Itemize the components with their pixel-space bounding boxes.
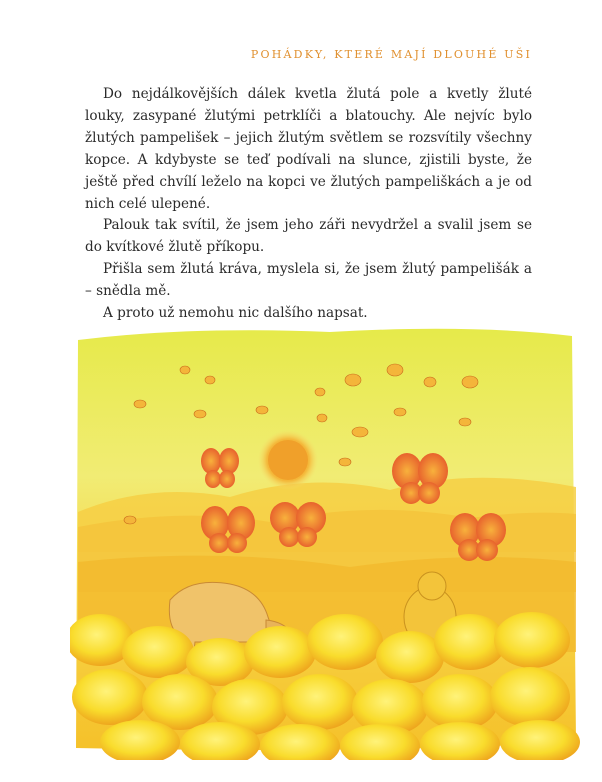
watercolor-illustration <box>70 322 580 760</box>
paragraph: Do nejdálkovějších dálek kvetla žlutá pole a kvetly žluté louky, zasypané žlutými petrklíči a blatouchy. Ale nejvíc bylo žlutých pampelišek – jejich žlutým světlem se rozsvítily všechny kopce. A kdybyste se teď podívali na slunce, zjistili byste, že ještě před chvílí leželo na kopci ve žlutých pampeliškách a je od nich celé ulepené. <box>85 86 532 212</box>
running-head: POHÁDKY, KTERÉ MAJÍ DLOUHÉ UŠI <box>250 48 532 61</box>
paragraph: Přišla sem žlutá kráva, myslela si, že jsem žlutý pampelišák a – snědla mě. <box>85 261 532 300</box>
story-text <box>85 84 532 325</box>
illustration-svg <box>70 322 580 760</box>
paragraph: A proto už nemohu nic dalšího napsat. <box>103 305 368 322</box>
paragraph: Palouk tak svítil, že jsem jeho záři nevydržel a svalil jsem se do kvítkové žlutě příkopu. <box>85 217 532 256</box>
